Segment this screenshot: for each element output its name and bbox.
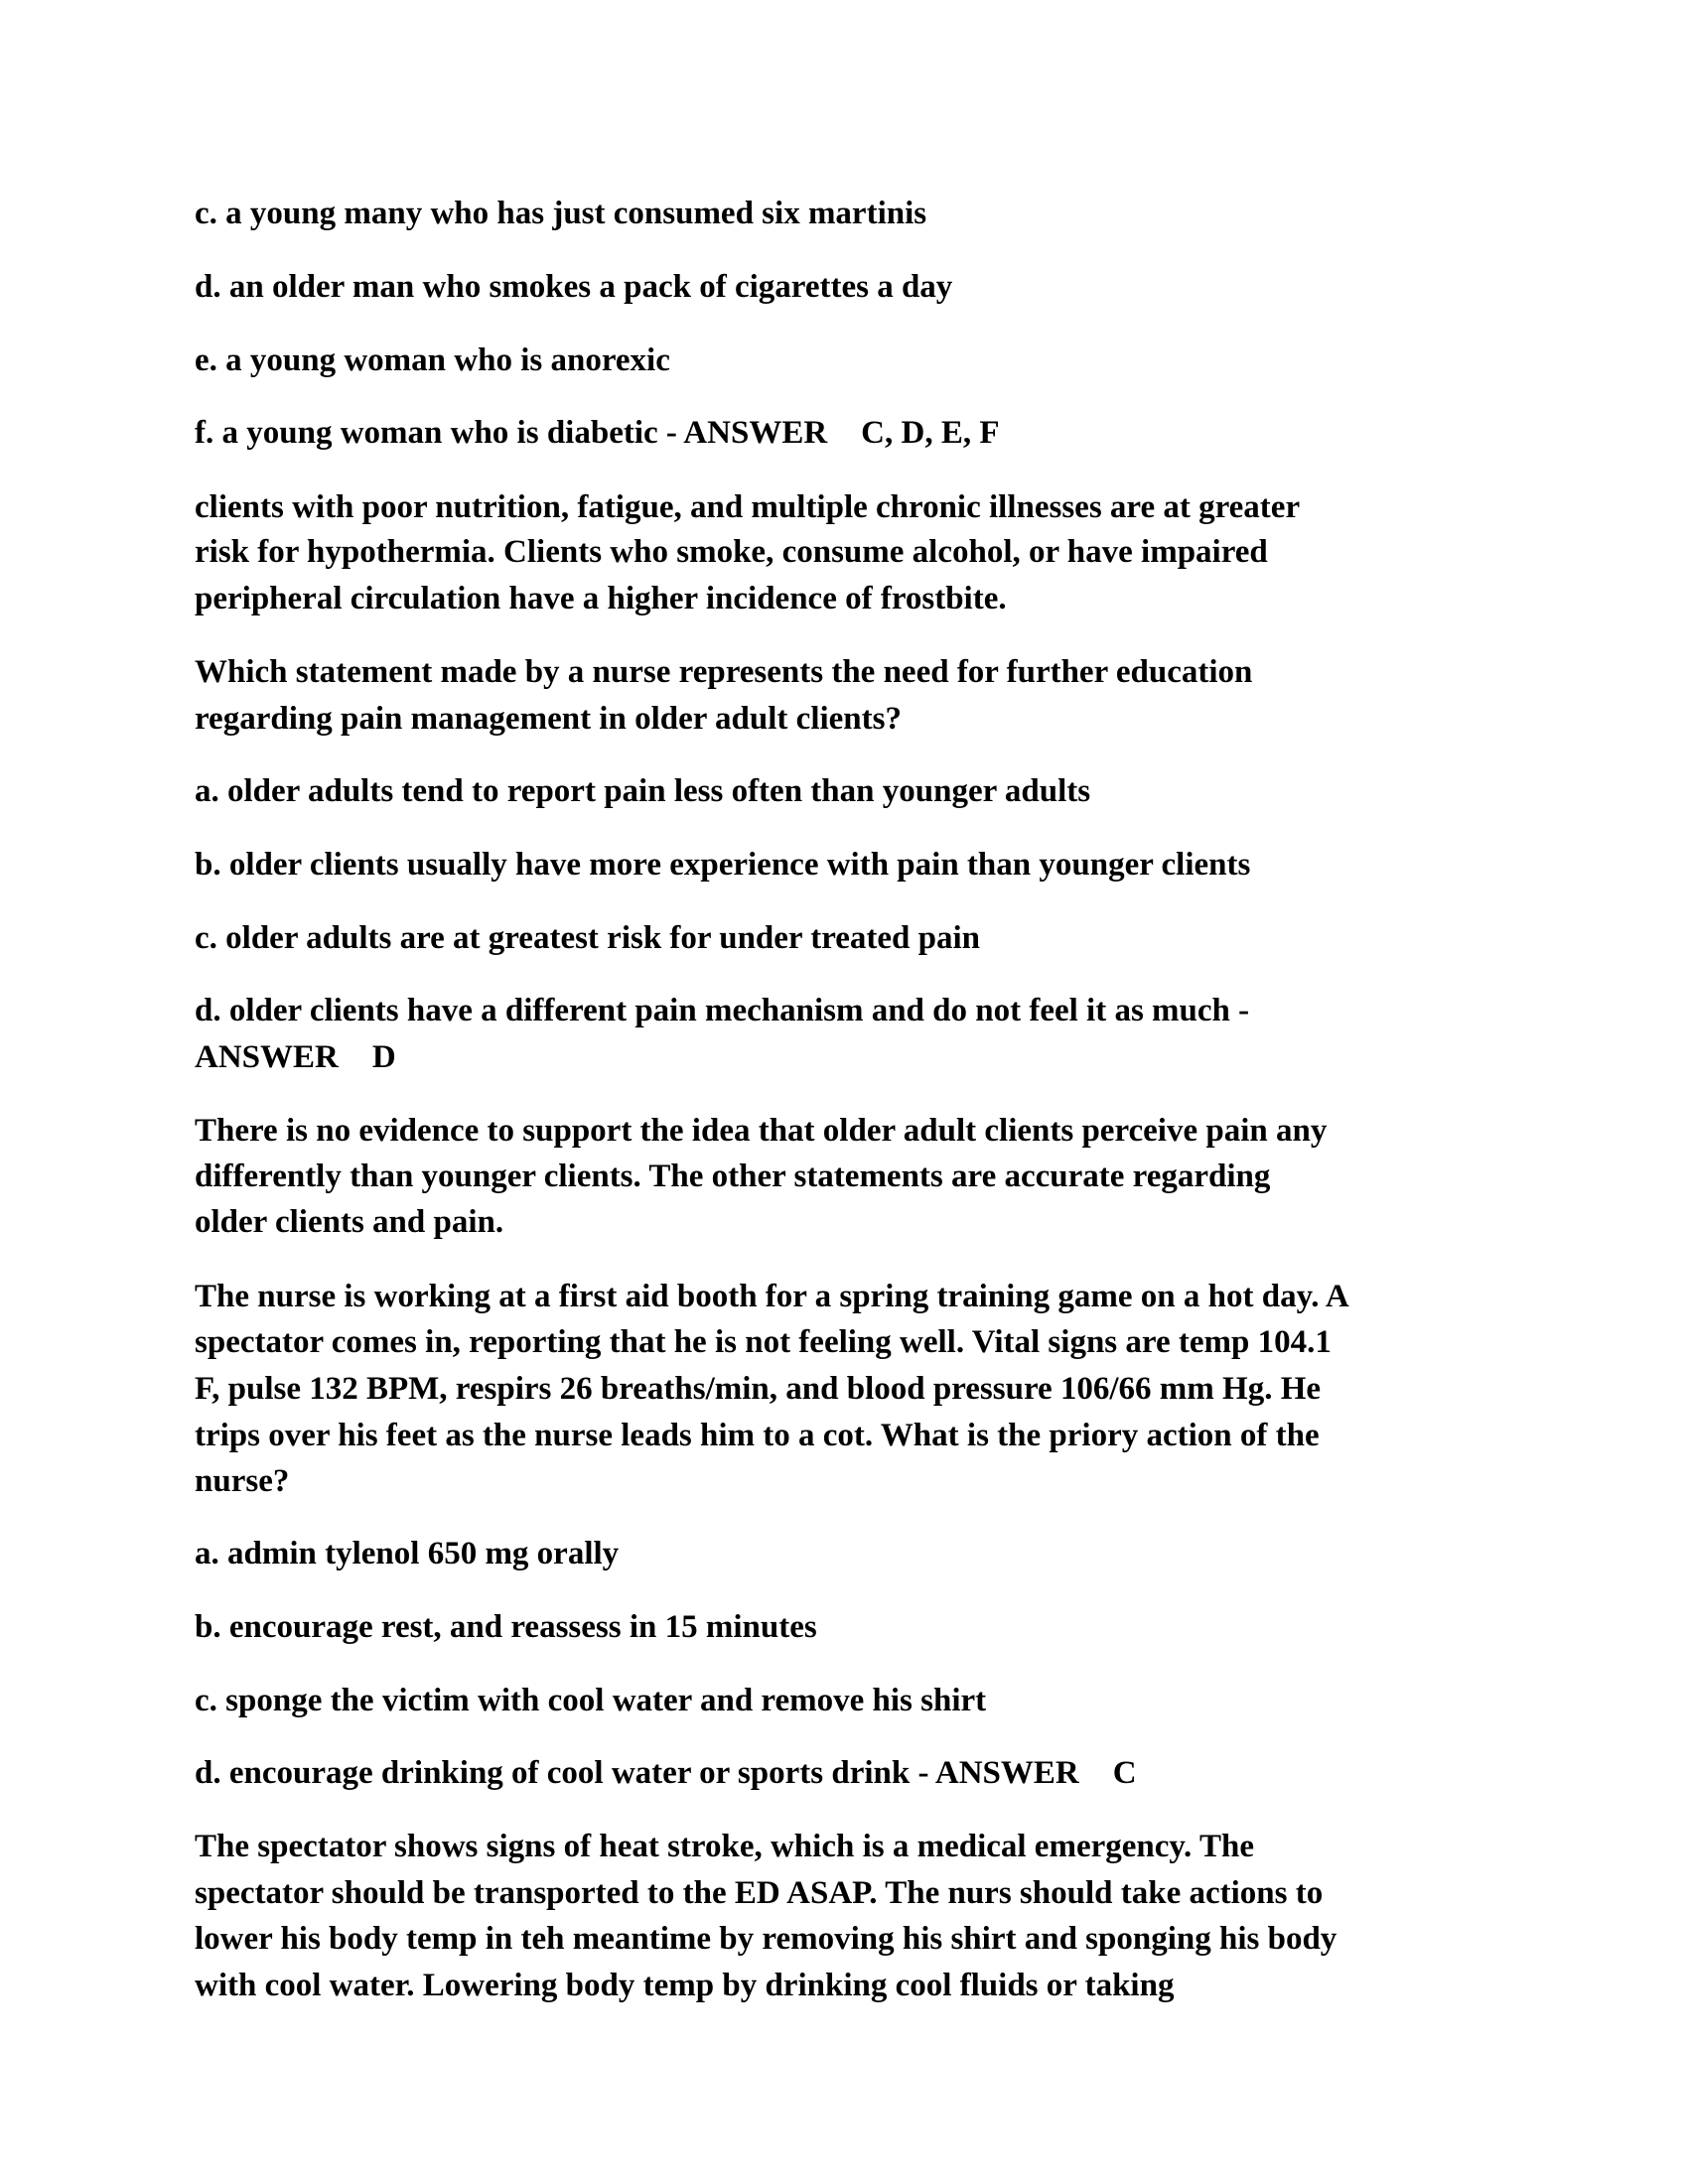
q3-question-line: nurse? (195, 1463, 290, 1499)
q1-option-d: d. an older man who smokes a pack of cigarettes a day (195, 269, 953, 305)
q2-question-line: Which statement made by a nurse represents the need for further education (195, 654, 1253, 690)
q3-rationale-line: The spectator shows signs of heat stroke, which is a medical emergency. The (195, 1829, 1254, 1864)
q3-option-c: c. sponge the victim with cool water and remove his shirt (195, 1683, 987, 1718)
q3-option-d (195, 1753, 1137, 1793)
q2-answer: D (371, 1039, 396, 1075)
q3-rationale-line: with cool water. Lowering body temp by drinking cool fluids or taking (195, 1968, 1175, 2003)
q3-rationale-line: spectator should be transported to the ED ASAP. The nurs should take actions to (195, 1875, 1324, 1911)
q3-answer: C (1112, 1755, 1137, 1791)
q2-answer-label: ANSWER (195, 1039, 339, 1075)
q1-option-f (195, 413, 1000, 453)
q2-option-b: b. older clients usually have more experience with pain than younger clients (195, 847, 1251, 883)
q2-rationale-line: differently than younger clients. The other statements are accurate regarding (195, 1159, 1271, 1194)
q2-rationale-line: older clients and pain. (195, 1204, 504, 1240)
q3-option-d-text: d. encourage drinking of cool water or sports drink - ANSWER (195, 1755, 1079, 1791)
q2-question-line: regarding pain management in older adult clients? (195, 701, 902, 737)
q1-option-c: c. a young many who has just consumed six martinis (195, 196, 927, 231)
q3-question-line: spectator comes in, reporting that he is not feeling well. Vital signs are temp 104.1 (195, 1324, 1332, 1360)
q3-option-b: b. encourage rest, and reassess in 15 minutes (195, 1609, 817, 1645)
q3-question-line: F, pulse 132 BPM, respirs 26 breaths/min, and blood pressure 106/66 mm Hg. He (195, 1371, 1322, 1407)
q1-answer: C, D, E, F (861, 415, 1000, 451)
q2-option-a: a. older adults tend to report pain less often than younger adults (195, 773, 1091, 809)
q2-option-c: c. older adults are at greatest risk for under treated pain (195, 920, 981, 956)
q2-answer-line (195, 1037, 396, 1077)
q3-rationale-line: lower his body temp in teh meantime by removing his shirt and sponging his body (195, 1921, 1337, 1957)
q3-question-line: trips over his feet as the nurse leads him to a cot. What is the priory action of the (195, 1418, 1320, 1453)
q3-question-line: The nurse is working at a first aid booth for a spring training game on a hot day. A (195, 1279, 1349, 1314)
q1-rationale-line: clients with poor nutrition, fatigue, and multiple chronic illnesses are at greater (195, 489, 1301, 525)
q1-option-e: e. a young woman who is anorexic (195, 342, 670, 378)
q2-option-d: d. older clients have a different pain mechanism and do not feel it as much - (195, 993, 1250, 1028)
q2-rationale-line: There is no evidence to support the idea that older adult clients perceive pain any (195, 1113, 1328, 1149)
q1-rationale-line: risk for hypothermia. Clients who smoke, consume alcohol, or have impaired (195, 534, 1268, 570)
q1-rationale-line: peripheral circulation have a higher incidence of frostbite. (195, 581, 1007, 616)
q3-option-a: a. admin tylenol 650 mg orally (195, 1536, 620, 1571)
q1-option-f-text: f. a young woman who is diabetic - ANSWER (195, 415, 828, 451)
